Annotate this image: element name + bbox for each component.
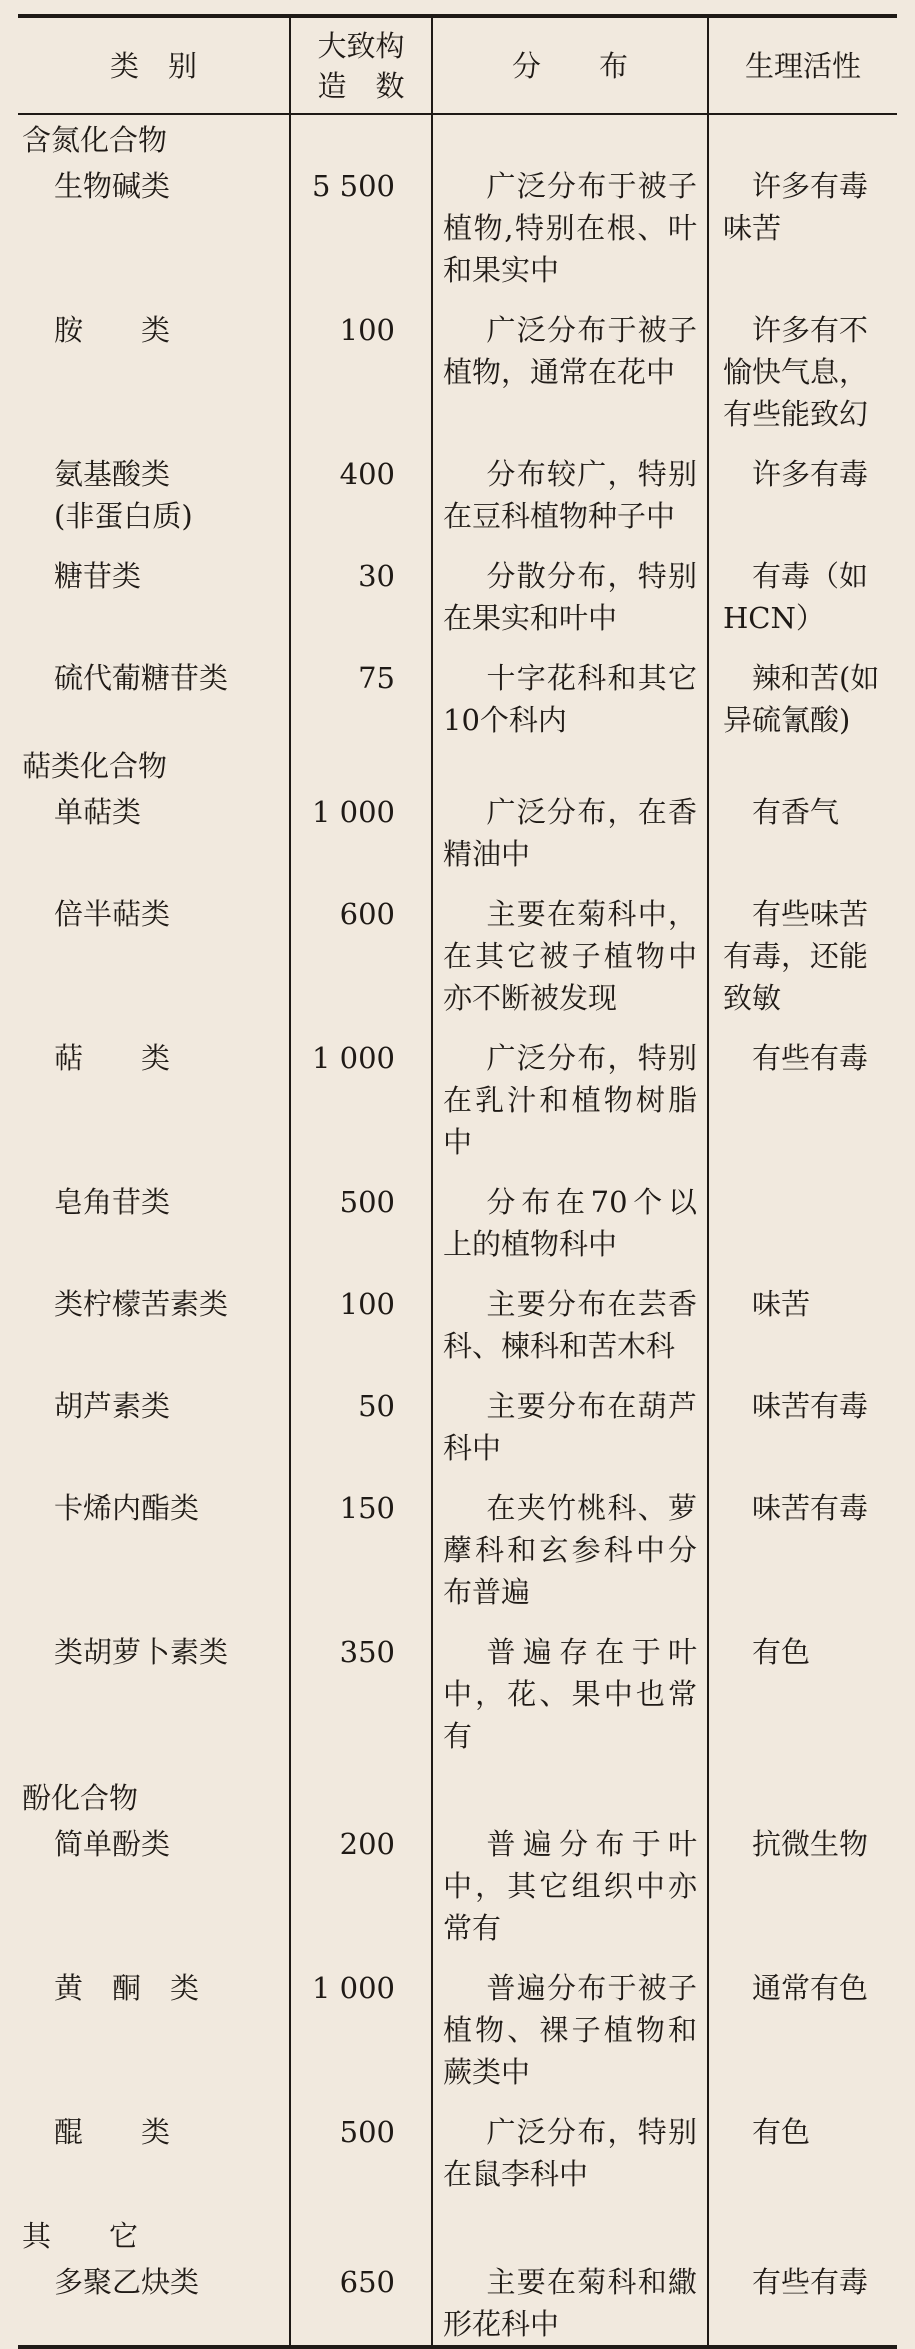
activity-cell: 辣和苦(如异硫氰酸) <box>723 661 880 737</box>
distribution-cell: 广泛分布，特别在乳汁和植物树脂中 <box>432 1035 708 1179</box>
header-row <box>18 16 897 114</box>
activity-cell: 有毒（如HCN） <box>723 559 869 635</box>
compound-name: 简单酚类 <box>18 1821 290 1965</box>
empty-cell <box>432 2211 708 2259</box>
activity-cell: 有香气 <box>752 795 840 829</box>
empty-cell <box>708 2211 897 2259</box>
empty-cell <box>432 1773 708 1821</box>
category-label: 酚化合物 <box>18 1773 290 1821</box>
distribution-cell: 普遍存在于叶中，花、果中也常有 <box>432 1629 708 1773</box>
table-row <box>18 1629 897 1773</box>
compound-name: 倍半萜类 <box>18 891 290 1035</box>
empty-cell <box>432 741 708 789</box>
table-row <box>18 1965 897 2109</box>
empty-cell <box>708 1773 897 1821</box>
activity-cell: 味苦有毒 <box>752 1389 869 1423</box>
table-row <box>18 655 897 741</box>
activity-cell <box>708 1179 897 1281</box>
empty-cell <box>290 741 432 789</box>
activity-cell: 味苦 <box>752 1287 811 1321</box>
compound-name: 类胡萝卜素类 <box>18 1629 290 1773</box>
empty-cell <box>708 114 897 163</box>
table-row <box>18 891 897 1035</box>
table-row <box>18 789 897 891</box>
empty-cell <box>290 2211 432 2259</box>
activity-cell: 抗微生物 <box>752 1827 869 1861</box>
distribution-cell: 广泛分布于被子植物,特别在根、叶和果实中 <box>432 163 708 307</box>
distribution-cell: 主要在菊科和繖形花科中 <box>432 2259 708 2347</box>
distribution-cell: 广泛分布，特别在鼠李科中 <box>432 2109 708 2211</box>
compound-name: 硫代葡糖苷类 <box>18 655 290 741</box>
distribution-cell: 分散分布，特别在果实和叶中 <box>432 553 708 655</box>
activity-cell: 通常有色 <box>752 1971 869 2005</box>
structure-count: 30 <box>290 553 432 655</box>
activity-cell: 许多有不愉快气息，有些能致幻 <box>723 313 869 431</box>
compound-name: 胡芦素类 <box>18 1383 290 1485</box>
activity-cell: 有些有毒 <box>752 2265 869 2299</box>
empty-cell <box>290 114 432 163</box>
activity-cell: 有些味苦有毒，还能致敏 <box>723 897 869 1015</box>
structure-count: 650 <box>290 2259 432 2347</box>
structure-count: 1 000 <box>290 1965 432 2109</box>
compound-name: 单萜类 <box>18 789 290 891</box>
distribution-cell: 普遍分布于叶中，其它组织中亦常有 <box>432 1821 708 1965</box>
empty-cell <box>708 741 897 789</box>
table-row <box>18 1179 897 1281</box>
distribution-cell: 主要分布在芸香科、楝科和苦木科 <box>432 1281 708 1383</box>
activity-cell: 有色 <box>752 2115 811 2149</box>
distribution-cell: 主要在菊科中，在其它被子植物中亦不断被发现 <box>432 891 708 1035</box>
table-row <box>18 553 897 655</box>
distribution-cell: 广泛分布于被子植物，通常在花中 <box>432 307 708 451</box>
distribution-cell: 普遍分布于被子植物、裸子植物和蕨类中 <box>432 1965 708 2109</box>
activity-cell: 有些有毒 <box>752 1041 869 1075</box>
compound-name: 皂角苷类 <box>18 1179 290 1281</box>
category-row <box>18 741 897 789</box>
distribution-cell: 分布较广，特别在豆科植物种子中 <box>432 451 708 553</box>
table-row <box>18 1383 897 1485</box>
header-distribution: 分 布 <box>432 16 708 114</box>
distribution-cell: 主要分布在葫芦科中 <box>432 1383 708 1485</box>
table-row <box>18 163 897 307</box>
compound-name: 糖苷类 <box>18 553 290 655</box>
distribution-cell: 分布在70个以上的植物科中 <box>432 1179 708 1281</box>
distribution-cell: 十字花科和其它10个科内 <box>432 655 708 741</box>
structure-count: 1 000 <box>290 1035 432 1179</box>
table-header <box>18 16 897 114</box>
table-row <box>18 2109 897 2211</box>
activity-cell: 味苦有毒 <box>752 1491 869 1525</box>
category-label: 含氮化合物 <box>18 114 290 163</box>
compound-name: 胺 类 <box>18 307 290 451</box>
compound-name: 生物碱类 <box>18 163 290 307</box>
structure-count: 1 000 <box>290 789 432 891</box>
structure-count: 350 <box>290 1629 432 1773</box>
compound-name: 氨基酸类 (非蛋白质) <box>18 451 290 553</box>
table-row <box>18 1485 897 1629</box>
compound-name: 卡烯内酯类 <box>18 1485 290 1629</box>
header-count: 大致构 造 数 <box>290 16 432 114</box>
compound-name: 萜 类 <box>18 1035 290 1179</box>
category-row <box>18 1773 897 1821</box>
empty-cell <box>432 114 708 163</box>
table-body <box>18 114 897 2347</box>
compound-name: 黄 酮 类 <box>18 1965 290 2109</box>
structure-count: 600 <box>290 891 432 1035</box>
distribution-cell: 广泛分布，在香精油中 <box>432 789 708 891</box>
compound-table <box>18 14 897 2349</box>
compound-name: 醌 类 <box>18 2109 290 2211</box>
table-row <box>18 2259 897 2347</box>
compound-name: 多聚乙炔类 <box>18 2259 290 2347</box>
structure-count: 150 <box>290 1485 432 1629</box>
structure-count: 500 <box>290 2109 432 2211</box>
compound-name: 类柠檬苦素类 <box>18 1281 290 1383</box>
category-row <box>18 2211 897 2259</box>
category-label: 萜类化合物 <box>18 741 290 789</box>
table-row <box>18 1821 897 1965</box>
empty-cell <box>290 1773 432 1821</box>
structure-count: 50 <box>290 1383 432 1485</box>
category-row <box>18 114 897 163</box>
structure-count: 500 <box>290 1179 432 1281</box>
structure-count: 5 500 <box>290 163 432 307</box>
table-row <box>18 451 897 553</box>
header-activity: 生理活性 <box>744 48 861 83</box>
structure-count: 100 <box>290 1281 432 1383</box>
category-label: 其 它 <box>18 2211 290 2259</box>
table-row <box>18 307 897 451</box>
table-row <box>18 1035 897 1179</box>
distribution-cell: 在夹竹桃科、萝藦科和玄参科中分布普遍 <box>432 1485 708 1629</box>
table-row <box>18 1281 897 1383</box>
activity-cell: 有色 <box>752 1635 811 1669</box>
structure-count: 400 <box>290 451 432 553</box>
structure-count: 100 <box>290 307 432 451</box>
structure-count: 75 <box>290 655 432 741</box>
header-category: 类 别 <box>18 16 290 114</box>
activity-cell: 许多有毒味苦 <box>723 169 869 245</box>
activity-cell: 许多有毒 <box>752 457 869 491</box>
structure-count: 200 <box>290 1821 432 1965</box>
